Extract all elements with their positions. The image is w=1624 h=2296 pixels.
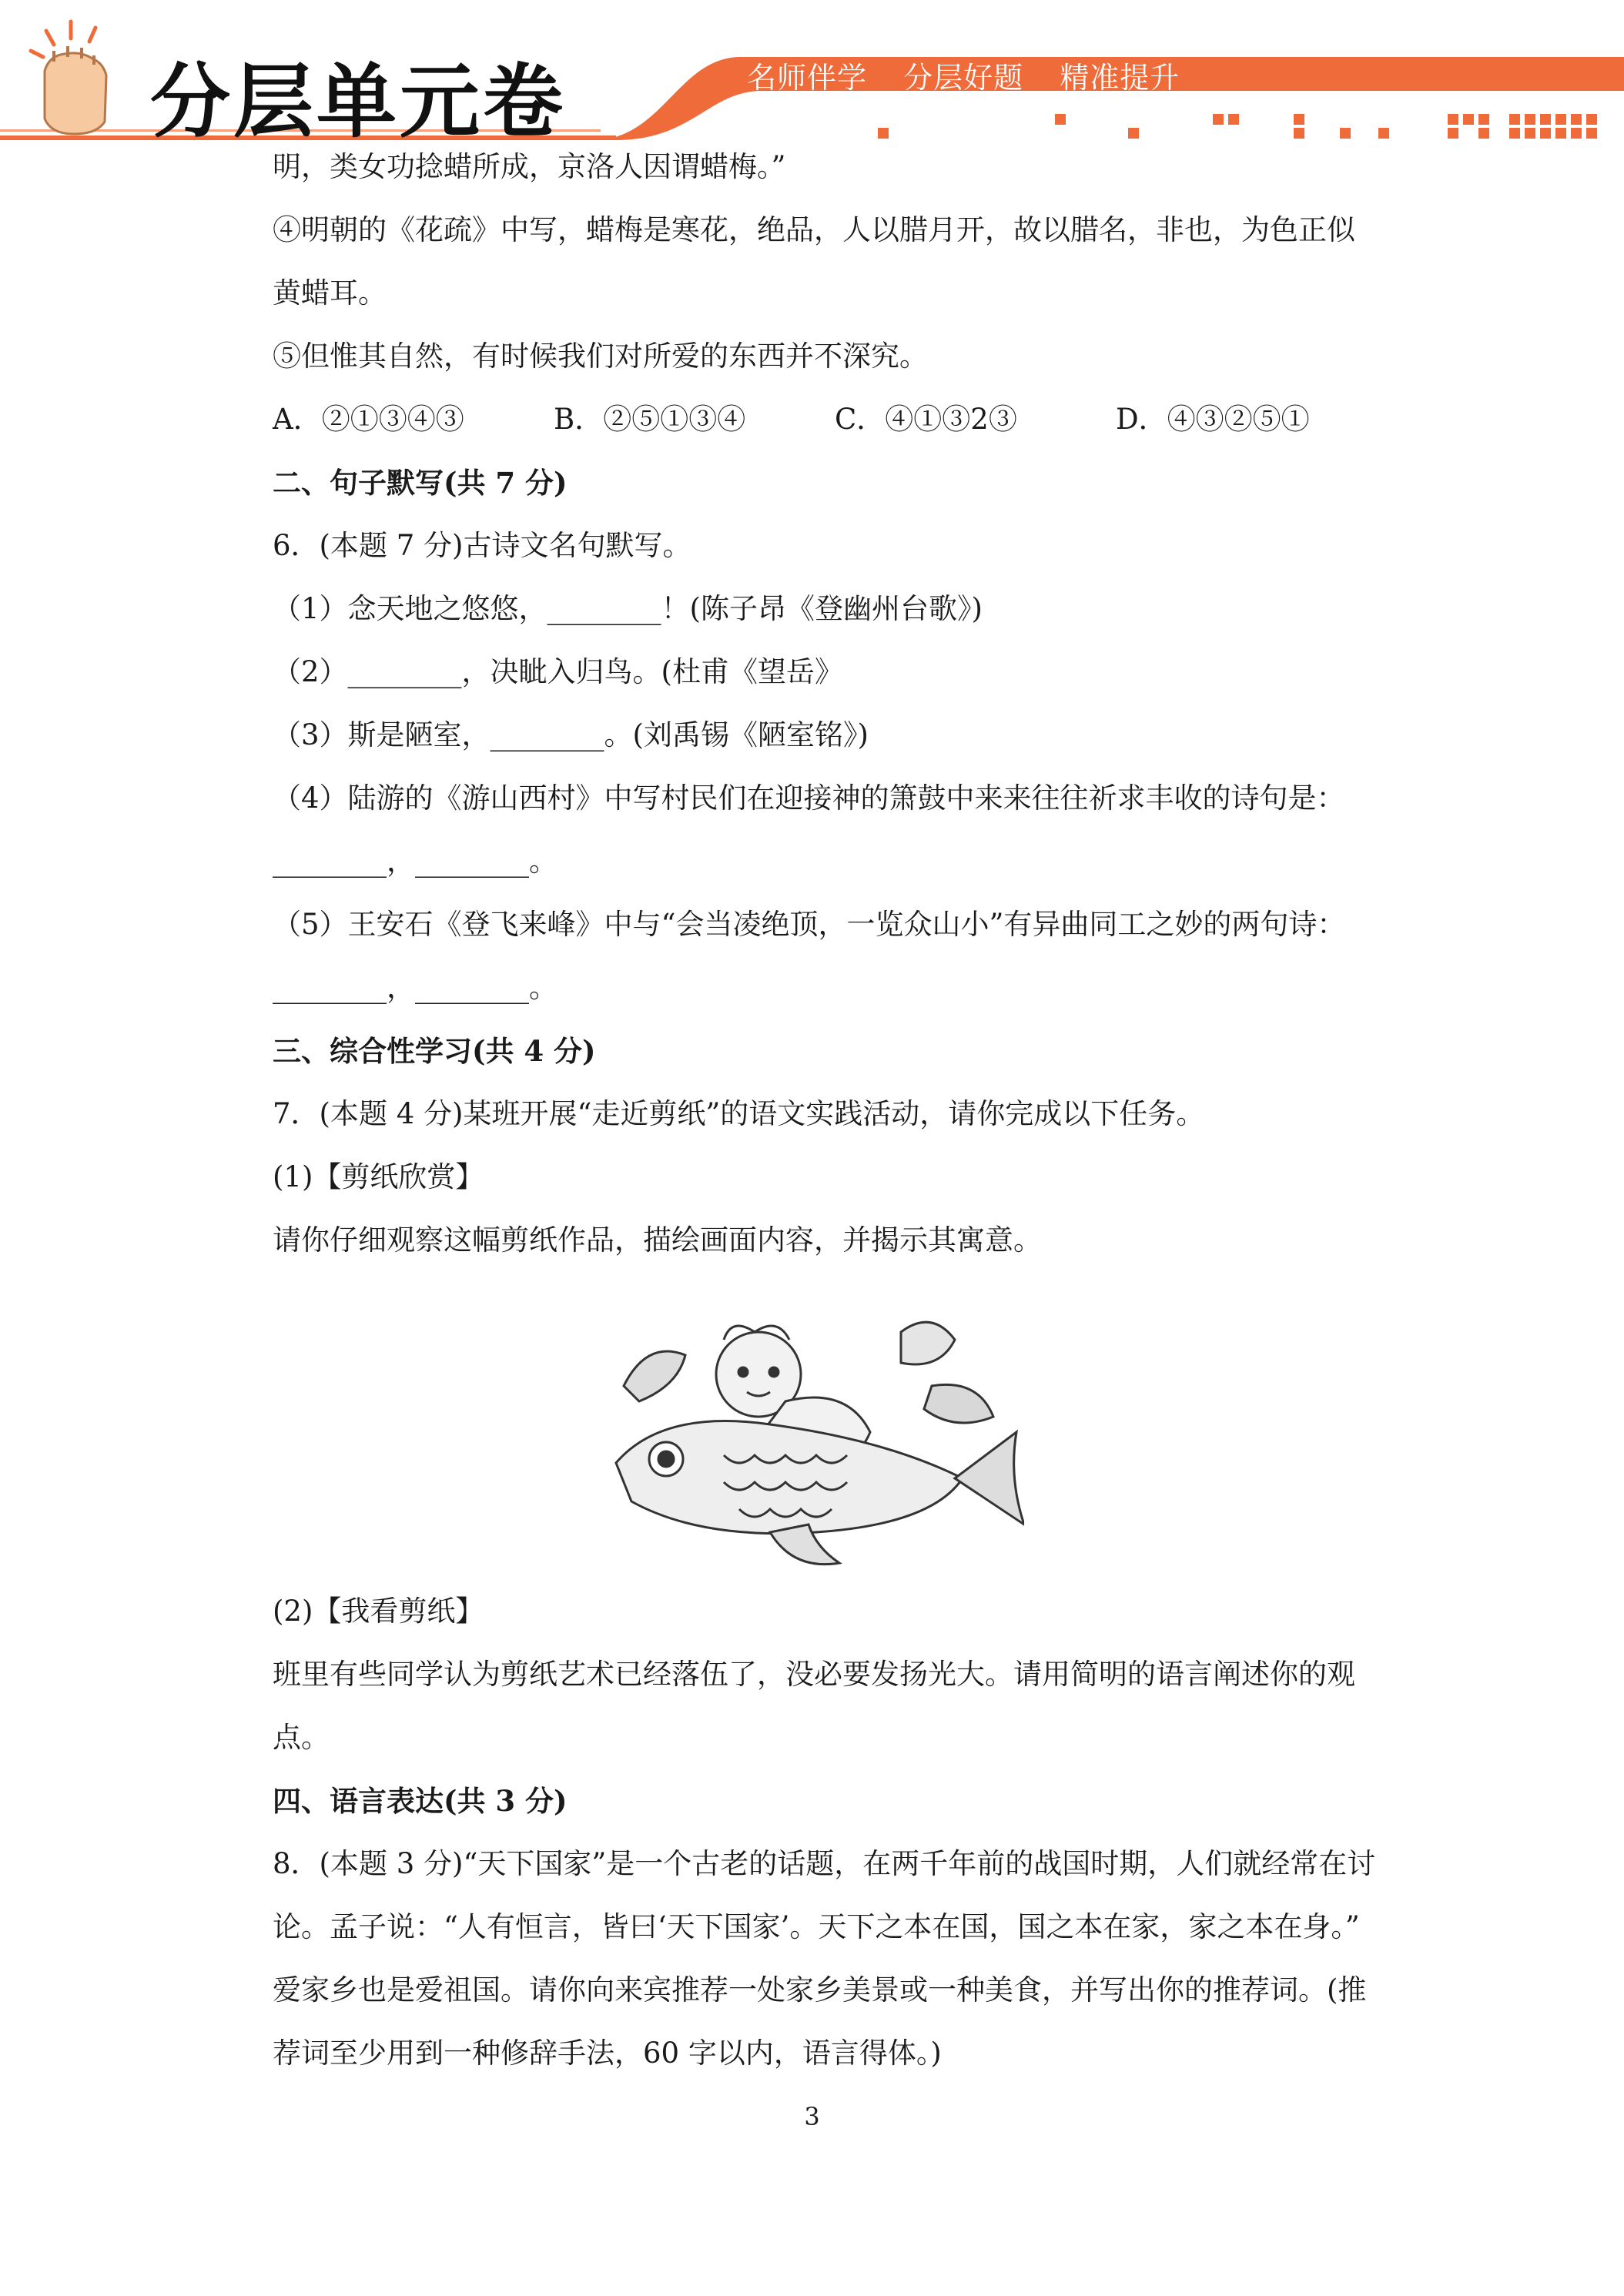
header-slogan	[747, 54, 1206, 96]
q6-blank: ________，________。	[273, 845, 558, 878]
question-8: 8．(本题 3 分)“天下国家”是一个古老的话题，在两千年前的战国时期，人们就经常在讨	[273, 1847, 1376, 1880]
section-heading: 二、句子默写(共 7 分)	[273, 466, 568, 500]
q7-sub2-title: (2)【我看剪纸】	[273, 1595, 484, 1628]
question-6: 6．(本题 7 分)古诗文名句默写。	[273, 529, 691, 562]
text-line: ④明朝的《花疏》中写，蜡梅是寒花，绝品，人以腊月开，故以腊名，非也，为色正似	[273, 213, 1355, 246]
brand-title: 分层单元卷	[150, 55, 567, 149]
q6-item: （1）念天地之悠悠，________！(陈子昂《登幽州台歌》)	[273, 592, 983, 625]
fist-icon	[31, 22, 106, 134]
question-7: 7．(本题 4 分)某班开展“走近剪纸”的语文实践活动，请你完成以下任务。	[273, 1097, 1205, 1130]
text-line: ⑤但惟其自然，有时候我们对所爱的东西并不深究。	[273, 340, 928, 373]
q7-sub1-text: 请你仔细观察这幅剪纸作品，描绘画面内容，并揭示其寓意。	[273, 1223, 1042, 1257]
section-heading: 四、语言表达(共 3 分)	[273, 1784, 568, 1818]
section-heading: 三、综合性学习(共 4 分)	[273, 1034, 596, 1068]
slogan-3: 精准提升	[1060, 61, 1180, 95]
paper-cut-image	[593, 1301, 1024, 1578]
q6-item: （5）王安石《登飞来峰》中与“会当凌绝顶，一览众山小”有异曲同工之妙的两句诗：	[273, 908, 1346, 941]
page-header	[0, 0, 1624, 149]
q6-item: （4）陆游的《游山西村》中写村民们在迎接神的箫鼓中来来往往祈求丰收的诗句是：	[273, 782, 1345, 815]
option-b: B．②⑤①③④	[554, 403, 746, 436]
q8-text: 爱家乡也是爱祖国。请你向来宾推荐一处家乡美景或一种美食，并写出你的推荐词。(推	[273, 1973, 1367, 2006]
answer-options	[273, 400, 1310, 439]
page-number: 3	[804, 2102, 820, 2131]
q6-item: （3）斯是陋室，________。(刘禹锡《陋室铭》)	[273, 718, 869, 751]
q6-item: （2）________，决眦入归鸟。(杜甫《望岳》	[273, 655, 843, 688]
slogan-1: 名师伴学	[747, 61, 868, 95]
option-d: D．④③②⑤①	[1116, 403, 1310, 436]
option-c: C．④①③2③	[835, 403, 1017, 436]
q8-text: 荐词至少用到一种修辞手法，60 字以内，语言得体。)	[273, 2037, 942, 2070]
q7-sub1-title: (1)【剪纸欣赏】	[273, 1160, 484, 1193]
q7-sub2-text: 点。	[273, 1721, 330, 1754]
q7-sub2-text: 班里有些同学认为剪纸艺术已经落伍了，没必要发扬光大。请用简明的语言阐述你的观	[273, 1658, 1355, 1691]
q6-blank: ________，________。	[273, 971, 558, 1004]
text-line: 明，类女功捻蜡所成，京洛人因谓蜡梅。”	[273, 150, 786, 183]
pixel-dots-decoration	[878, 114, 1597, 139]
option-a: A．②①③④③	[273, 403, 464, 436]
q8-text: 论。孟子说：“人有恒言，皆曰‘天下国家’。天下之本在国，国之本在家，家之本在身。”	[273, 1910, 1360, 1943]
text-line: 黄蜡耳。	[273, 276, 387, 310]
slogan-2: 分层好题	[903, 61, 1024, 95]
